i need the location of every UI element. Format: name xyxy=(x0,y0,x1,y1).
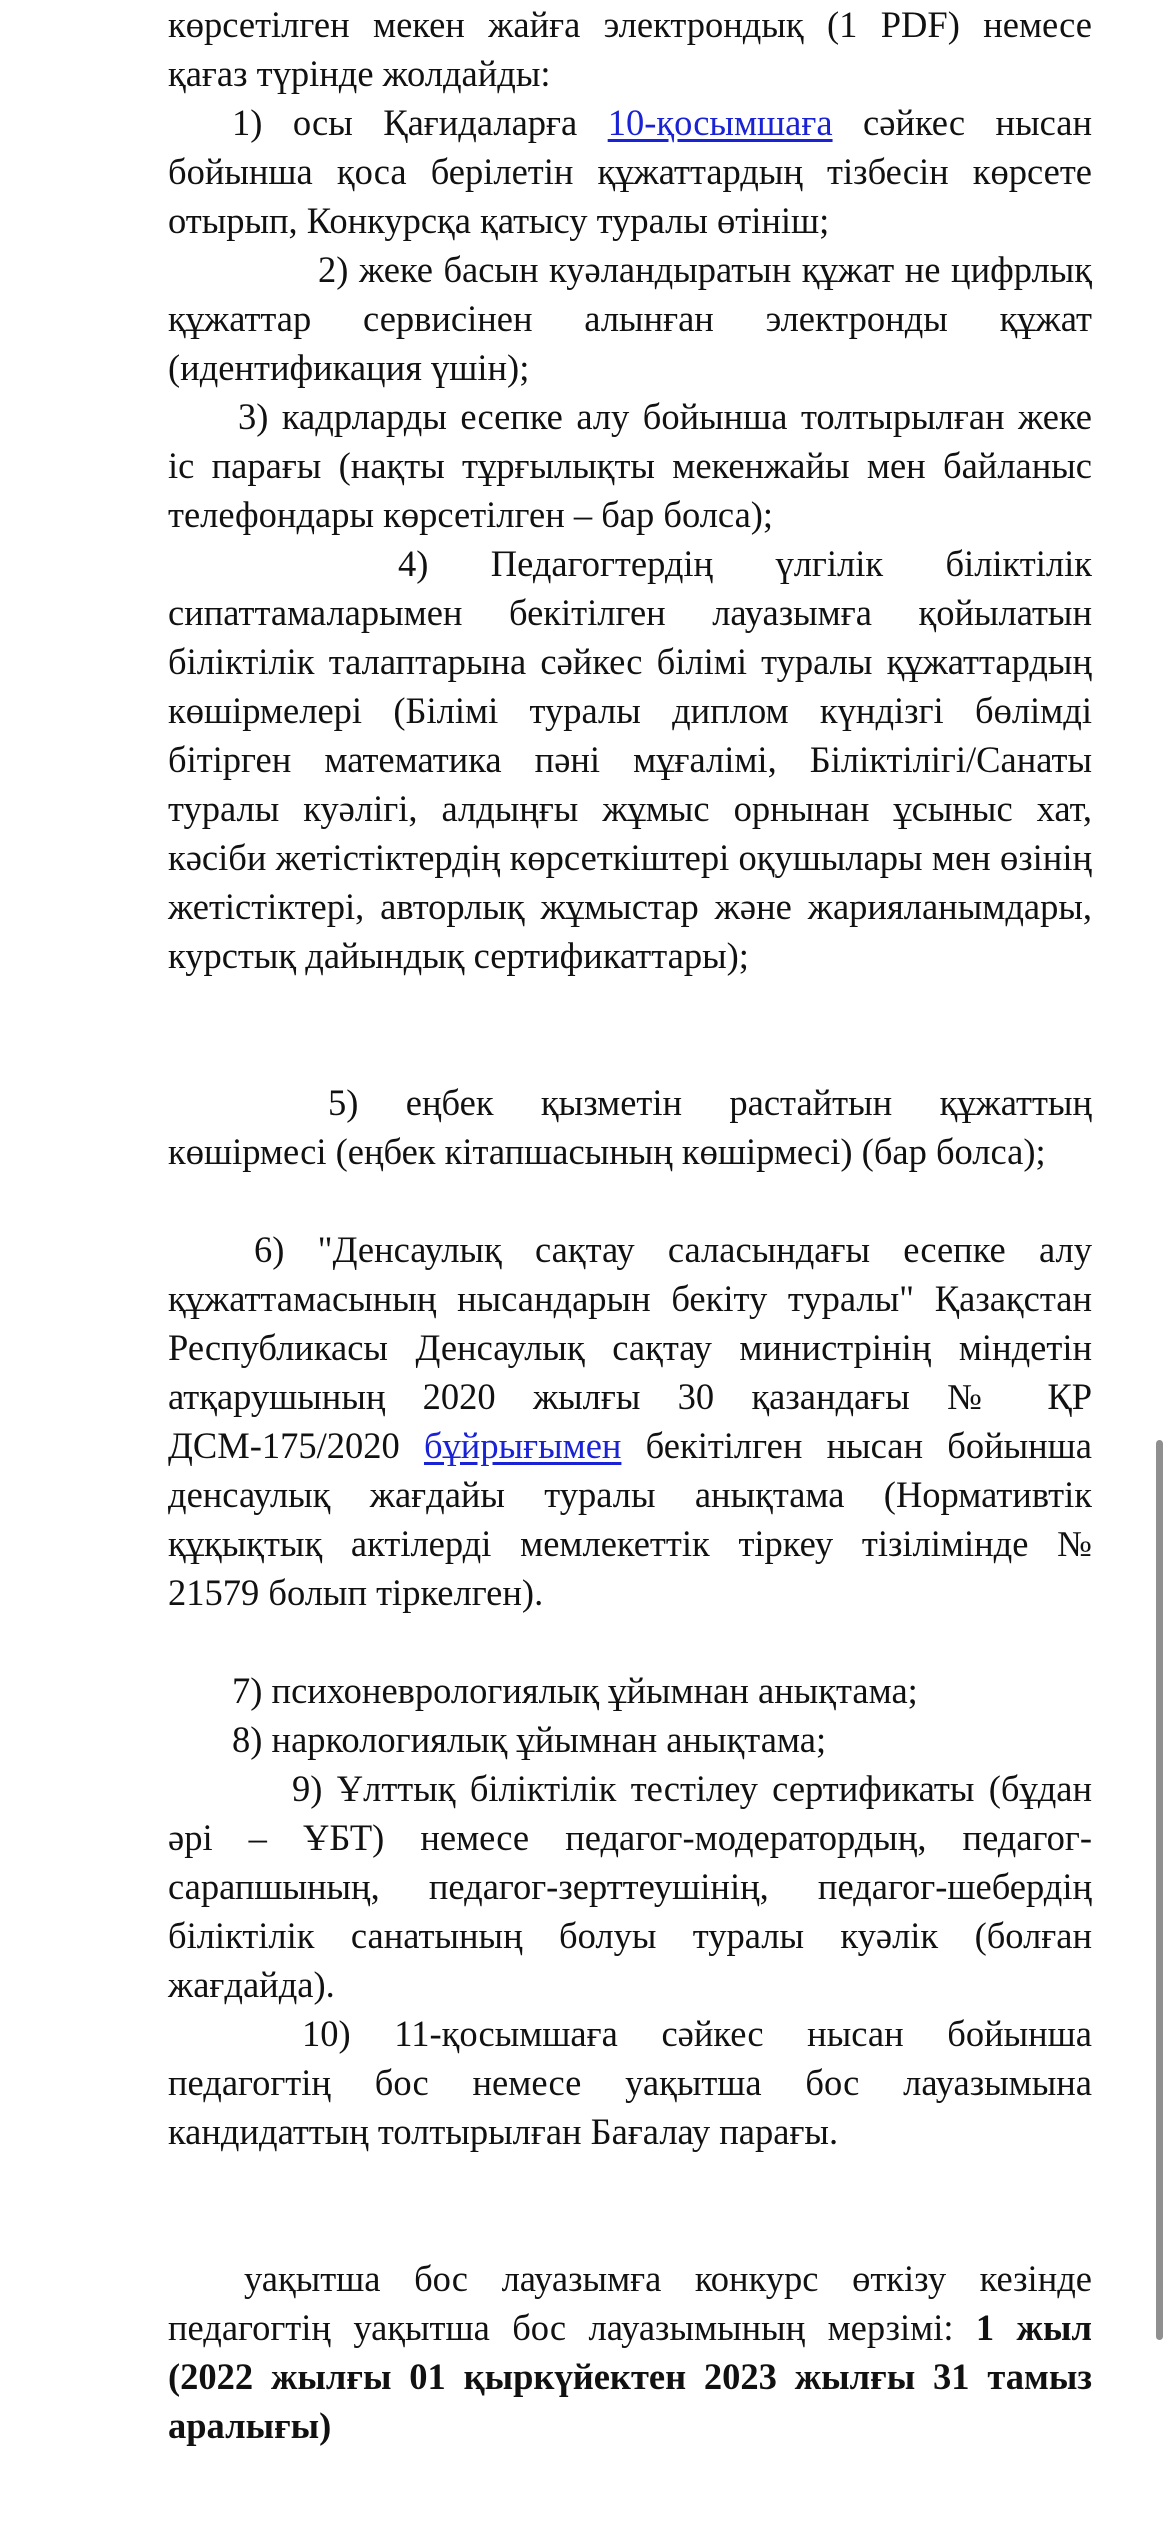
list-item-10-text: 10) 11-қосымшаға сәйкес нысан бойынша педагогтің бос немесе уақытша бос лауазымына кандидаттың толтырылған Бағалау парағы. xyxy=(168,2013,1092,2152)
list-item-3 xyxy=(168,392,1092,539)
list-item-6-text-after: бекітілген нысан бойынша денсаулық жағдайы туралы анықтама (Нормативтік құқықтық актілерді мемлекеттік тіркеу тізілімінде № 21579 болып тіркелген). xyxy=(168,1425,1092,1613)
list-item-1-text-before: 1) осы Қағидаларға xyxy=(232,102,608,143)
list-item-8 xyxy=(168,1715,1092,1764)
list-item-6 xyxy=(168,1225,1092,1617)
list-item-10 xyxy=(168,2009,1092,2156)
list-item-2 xyxy=(168,245,1092,392)
list-item-9-text: 9) Ұлттық біліктілік тестілеу сертификаты (бұдан әрі – ҰБТ) немесе педагог-модератордың, педагог-сарапшының, педагог-зерттеушінің, педагог-шебердің біліктілік санатының болуы туралы куәлік (болған жағдайда). xyxy=(168,1768,1092,2005)
list-item-8-text: 8) наркологиялық ұйымнан анықтама; xyxy=(232,1719,827,1760)
list-item-6-text-before: 6) "Денсаулық сақтау саласындағы есепке алу құжаттамасының нысандарын бекіту туралы" Қазақстан Республикасы Денсаулық сақтау министрінің міндетін атқарушының 2020 жылғы 30 қазандағы № ҚР ДСМ-175/2020 xyxy=(168,1229,1092,1466)
list-item-1-text-after: сәйкес нысан бойынша қоса берілетін құжаттардың тізбесін көрсете отырып, Конкурсқа қатысу туралы өтініш; xyxy=(168,102,1092,241)
list-item-2-text: 2) жеке басын куәландыратын құжат не цифрлық құжаттар сервисінен алынған электронды құжат (идентификация үшін); xyxy=(168,249,1092,388)
vacancy-period: 1 жыл (2022 жылғы 01 қыркүйектен 2023 жылғы 31 тамыз аралығы) xyxy=(168,2307,1092,2446)
order-link[interactable]: бұйрығымен xyxy=(423,1425,622,1466)
list-item-5-text: 5) еңбек қызметін растайтын құжаттың көшірмесі (еңбек кітапшасының көшірмесі) (бар болса); xyxy=(168,1082,1092,1172)
list-item-9 xyxy=(168,1764,1092,2009)
list-item-7-text: 7) психоневрологиялық ұйымнан анықтама; xyxy=(232,1670,918,1711)
scrollbar[interactable] xyxy=(1156,1440,1163,2340)
appendix-10-link[interactable]: 10-қосымшаға xyxy=(607,102,833,143)
list-item-4-text: 4) Педагогтердің үлгілік біліктілік сипаттамаларымен бекітілген лауазымға қойылатын біліктілік талаптарына сәйкес білімі туралы құжаттардың көшірмелері (Білімі туралы диплом күндізгі бөлімді бітірген математика пәні мұғалімі, Біліктілігі/Санаты туралы куәлігі, алдыңғы жұмыс орнынан ұсыныс хат, кәсіби жетістіктердің көрсеткіштері оқушылары мен өзінің жетістіктері, авторлық жұмыстар және жарияланымдары, курстық дайындық сертификаттары); xyxy=(168,543,1092,976)
list-item-7 xyxy=(168,1666,1092,1715)
list-item-1 xyxy=(168,98,1092,245)
closing-paragraph xyxy=(168,2254,1092,2450)
list-item-3-text: 3) кадрларды есепке алу бойынша толтырылған жеке іс парағы (нақты тұрғылықты мекенжайы мен байланыс телефондары көрсетілген – бар болса); xyxy=(168,396,1092,535)
intro-paragraph xyxy=(168,0,1092,98)
intro-text: көрсетілген мекен жайға электрондық (1 PDF) немесе қағаз түрінде жолдайды: xyxy=(168,4,1092,94)
closing-text: уақытша бос лауазымға конкурс өткізу кезінде педагогтің уақытша бос лауазымының мерзімі: xyxy=(168,2258,1092,2348)
list-item-5 xyxy=(168,1078,1092,1176)
list-item-4 xyxy=(168,539,1092,980)
